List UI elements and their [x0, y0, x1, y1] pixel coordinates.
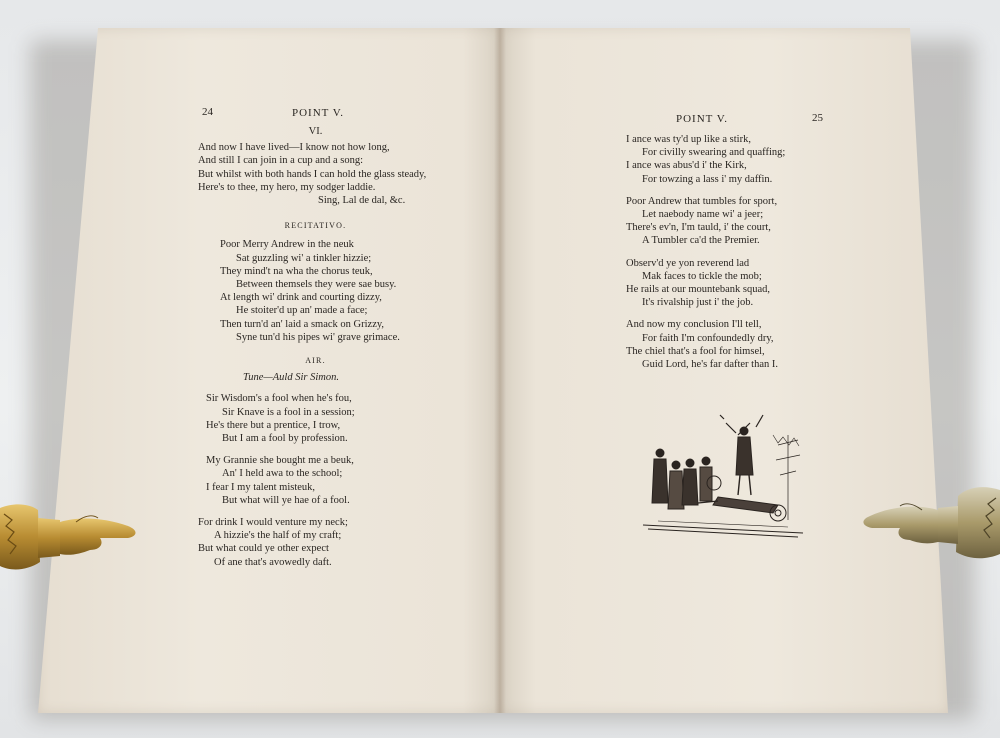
stanza-line: For towzing a lass i' my daffin.	[642, 173, 773, 185]
recitativo-line: Poor Merry Andrew in the neuk	[220, 239, 354, 251]
woodcut-illustration	[638, 405, 808, 545]
stanza-line: Sir Wisdom's a fool when he's fou,	[206, 393, 352, 405]
stanza-line: Mak faces to tickle the mob;	[642, 270, 762, 282]
right-stanza	[626, 133, 816, 186]
stanza-line: There's ev'n, I'm tauld, i' the court,	[626, 222, 771, 234]
section-line: And now I have lived—I know not how long,	[198, 142, 390, 154]
stanza-line: Poor Andrew that tumbles for sport,	[626, 195, 778, 207]
left-page-number: 24	[202, 106, 213, 118]
stanza-line: He's there but a prentice, I trow,	[206, 419, 341, 431]
stanza-line: For faith I'm confoundedly dry,	[642, 332, 774, 344]
section-closing: Sing, Lal de dal, &c.	[318, 195, 406, 207]
stanza-line: My Grannie she bought me a beuk,	[206, 455, 354, 467]
stanza-line: But I am a fool by profession.	[222, 433, 348, 445]
stanza-line: An' I held awa to the school;	[222, 468, 343, 480]
right-page-number: 25	[812, 112, 823, 124]
recitativo-line: Between themsels they were sae busy.	[236, 279, 397, 291]
stanza-line: But what will ye hae of a fool.	[222, 494, 350, 506]
section-line: Here's to thee, my hero, my sodger laddie.	[198, 181, 376, 193]
stanza-line: He rails at our mountebank squad,	[626, 284, 771, 296]
stanza-line: Guid Lord, he's far dafter than I.	[642, 359, 779, 371]
section-line: But whilst with both hands I can hold the glass steady,	[198, 168, 427, 180]
recitativo-line: At length wi' drink and courting dizzy,	[220, 292, 382, 304]
right-brass-hand-clip	[860, 486, 1000, 561]
stanza-line: I ance was ty'd up like a stirk,	[626, 134, 751, 145]
stanza-line: But what could ye other expect	[198, 543, 329, 555]
stanza-line: I fear I my talent misteuk,	[206, 481, 316, 493]
section-line: And still I can join in a cup and a song:	[198, 155, 364, 167]
recitativo-line: He stoiter'd up an' made a face;	[236, 305, 368, 317]
left-page-text	[198, 125, 438, 578]
air-tune: Tune—Auld Sir Simon.	[243, 372, 339, 384]
recitativo-heading: RECITATIVO.	[284, 221, 347, 231]
stanza-line: And now my conclusion I'll tell,	[626, 319, 762, 331]
air-stanza	[198, 516, 438, 569]
recitativo-line: They mind't na wha the chorus teuk,	[220, 265, 373, 277]
stanza-line: It's rivalship just i' the job.	[642, 297, 754, 309]
air-heading: AIR.	[305, 356, 326, 366]
air-stanza	[198, 392, 438, 445]
stanza-line: A Tumbler ca'd the Premier.	[642, 235, 760, 247]
air-stanza	[198, 454, 438, 507]
recitativo-line: Sat guzzling wi' a tinkler hizzie;	[236, 252, 372, 264]
right-stanza	[626, 257, 816, 310]
stanza-line: Let naebody name wi' a jeer;	[642, 209, 764, 221]
recitativo-line: Then turn'd an' laid a smack on Grizzy,	[220, 318, 385, 330]
stanza-line: I ance was abus'd i' the Kirk,	[626, 160, 747, 172]
stanza-line: Sir Knave is a fool in a session;	[222, 406, 355, 418]
stanza-line: Of ane that's avowedly daft.	[214, 556, 332, 568]
left-brass-hand-clip	[0, 500, 140, 575]
left-running-head: POINT V.	[292, 107, 345, 119]
recitativo-line: Syne tun'd his pipes wi' grave grimace.	[236, 331, 400, 343]
stanza-line: For drink I would venture my neck;	[198, 517, 348, 529]
stanza-line: For civilly swearing and quaffing;	[642, 147, 786, 159]
right-page-text	[626, 133, 816, 380]
stanza-line: The chiel that's a fool for himsel,	[626, 345, 765, 357]
stanza-line: Observ'd ye yon reverend lad	[626, 257, 750, 269]
section-number: VI.	[308, 126, 323, 137]
stanza-line: A hizzie's the half of my craft;	[214, 530, 342, 542]
right-running-head: POINT V.	[676, 113, 729, 125]
right-stanza	[626, 318, 816, 371]
right-stanza	[626, 195, 816, 248]
book-gutter	[494, 28, 506, 713]
